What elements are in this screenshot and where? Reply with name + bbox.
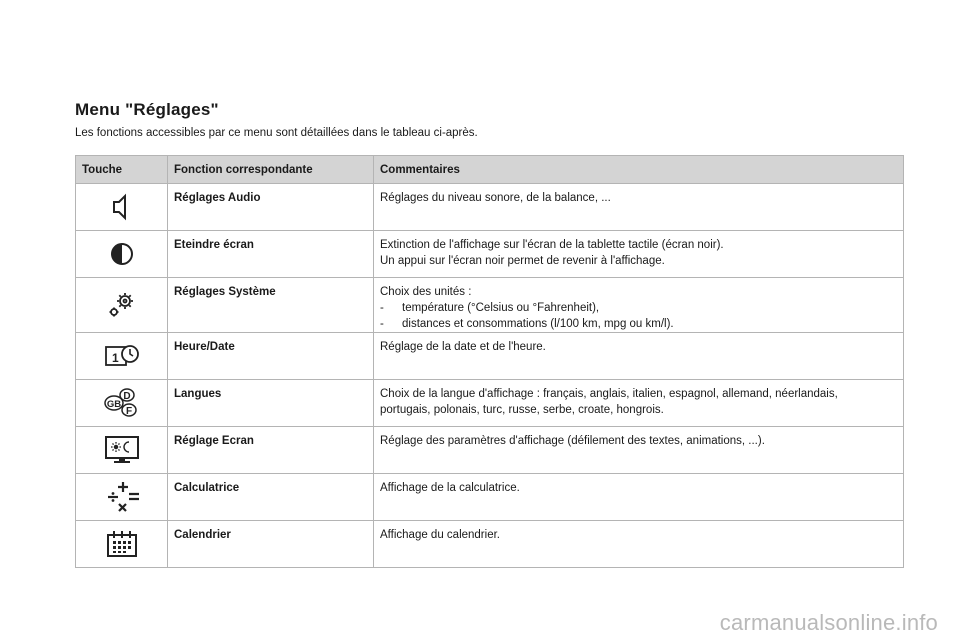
- gears-icon: [107, 290, 137, 320]
- function-cell: [168, 231, 374, 278]
- watermark: carmanualsonline.info: [719, 610, 938, 635]
- comments-cell: [374, 184, 904, 231]
- bullet-dash: -: [380, 302, 384, 314]
- bullet-dash: -: [380, 318, 384, 330]
- icon-cell: [76, 231, 168, 278]
- function-cell: [168, 474, 374, 521]
- function-label: Réglages Audio: [174, 192, 261, 204]
- icon-cell: [76, 184, 168, 231]
- function-label: Réglages Système: [174, 286, 276, 298]
- function-cell: [168, 184, 374, 231]
- table-header-row: [76, 156, 904, 184]
- comment-bullet-line: [380, 300, 897, 316]
- half-circle-icon: [109, 241, 135, 267]
- lang-label-gb: GB: [106, 399, 121, 410]
- header-touche: Touche: [76, 156, 168, 184]
- comment-line: température (°Celsius ou °Fahrenheit),: [402, 302, 600, 314]
- table-row: [76, 333, 904, 380]
- calendar-clock-icon: [104, 343, 140, 369]
- comment-bullet-line: [380, 316, 897, 332]
- icon-cell: [76, 278, 168, 333]
- languages-icon: [102, 387, 142, 419]
- calendar-icon: [105, 529, 139, 559]
- comments-cell: [374, 474, 904, 521]
- function-label: Langues: [174, 388, 222, 400]
- function-label: Réglage Ecran: [174, 435, 254, 447]
- lang-label-d: D: [122, 391, 131, 402]
- settings-table: [75, 155, 904, 568]
- table-row: [76, 474, 904, 521]
- screen-day-night-icon: [104, 435, 140, 465]
- comments-cell: [374, 333, 904, 380]
- comment-line: Réglage de la date et de l'heure.: [380, 341, 546, 353]
- table-row: [76, 427, 904, 474]
- function-cell: [168, 380, 374, 427]
- table-row: [76, 184, 904, 231]
- comment-line: Affichage de la calculatrice.: [380, 482, 520, 494]
- function-cell: [168, 333, 374, 380]
- function-label: Calendrier: [174, 529, 231, 541]
- comment-line: distances et consommations (l/100 km, mpg ou km/l).: [402, 318, 674, 330]
- comments-cell: [374, 521, 904, 568]
- comment-line: Extinction de l'affichage sur l'écran de la tablette tactile (écran noir).: [380, 239, 724, 251]
- icon-cell: [76, 333, 168, 380]
- function-cell: [168, 521, 374, 568]
- page-title: Menu "Réglages": [75, 100, 219, 119]
- icon-cell: [76, 474, 168, 521]
- comments-cell: [374, 380, 904, 427]
- svg-text:1: 1: [111, 351, 119, 365]
- table-row: [76, 380, 904, 427]
- intro-text: Les fonctions accessibles par ce menu sont détaillées dans le tableau ci-après.: [75, 127, 478, 139]
- function-cell: [168, 427, 374, 474]
- table-row: [76, 231, 904, 278]
- comment-line: Réglages du niveau sonore, de la balance, ...: [380, 192, 611, 204]
- comments-cell: [374, 427, 904, 474]
- comment-line: portugais, polonais, turc, russe, serbe, croate, hongrois.: [380, 404, 664, 416]
- function-cell: [168, 278, 374, 333]
- calculator-icon: [102, 480, 142, 514]
- comment-line: Choix des unités :: [380, 286, 472, 298]
- icon-cell: [76, 521, 168, 568]
- comment-line: Affichage du calendrier.: [380, 529, 500, 541]
- header-fonction: Fonction correspondante: [168, 156, 374, 184]
- function-label: Eteindre écran: [174, 239, 254, 251]
- icon-cell: [76, 427, 168, 474]
- lang-label-f: F: [125, 406, 132, 417]
- header-commentaires: Commentaires: [374, 156, 904, 184]
- function-label: Heure/Date: [174, 341, 235, 353]
- function-label: Calculatrice: [174, 482, 240, 494]
- comments-cell: [374, 278, 904, 333]
- speaker-icon: [111, 192, 133, 222]
- icon-cell: [76, 380, 168, 427]
- table-row: [76, 521, 904, 568]
- comment-line: Réglage des paramètres d'affichage (défilement des textes, animations, ...).: [380, 435, 765, 447]
- comment-line: Choix de la langue d'affichage : français, anglais, italien, espagnol, allemand, néerlandais,: [380, 388, 838, 400]
- table-row: [76, 278, 904, 333]
- comment-line: Un appui sur l'écran noir permet de revenir à l'affichage.: [380, 255, 665, 267]
- comments-cell: [374, 231, 904, 278]
